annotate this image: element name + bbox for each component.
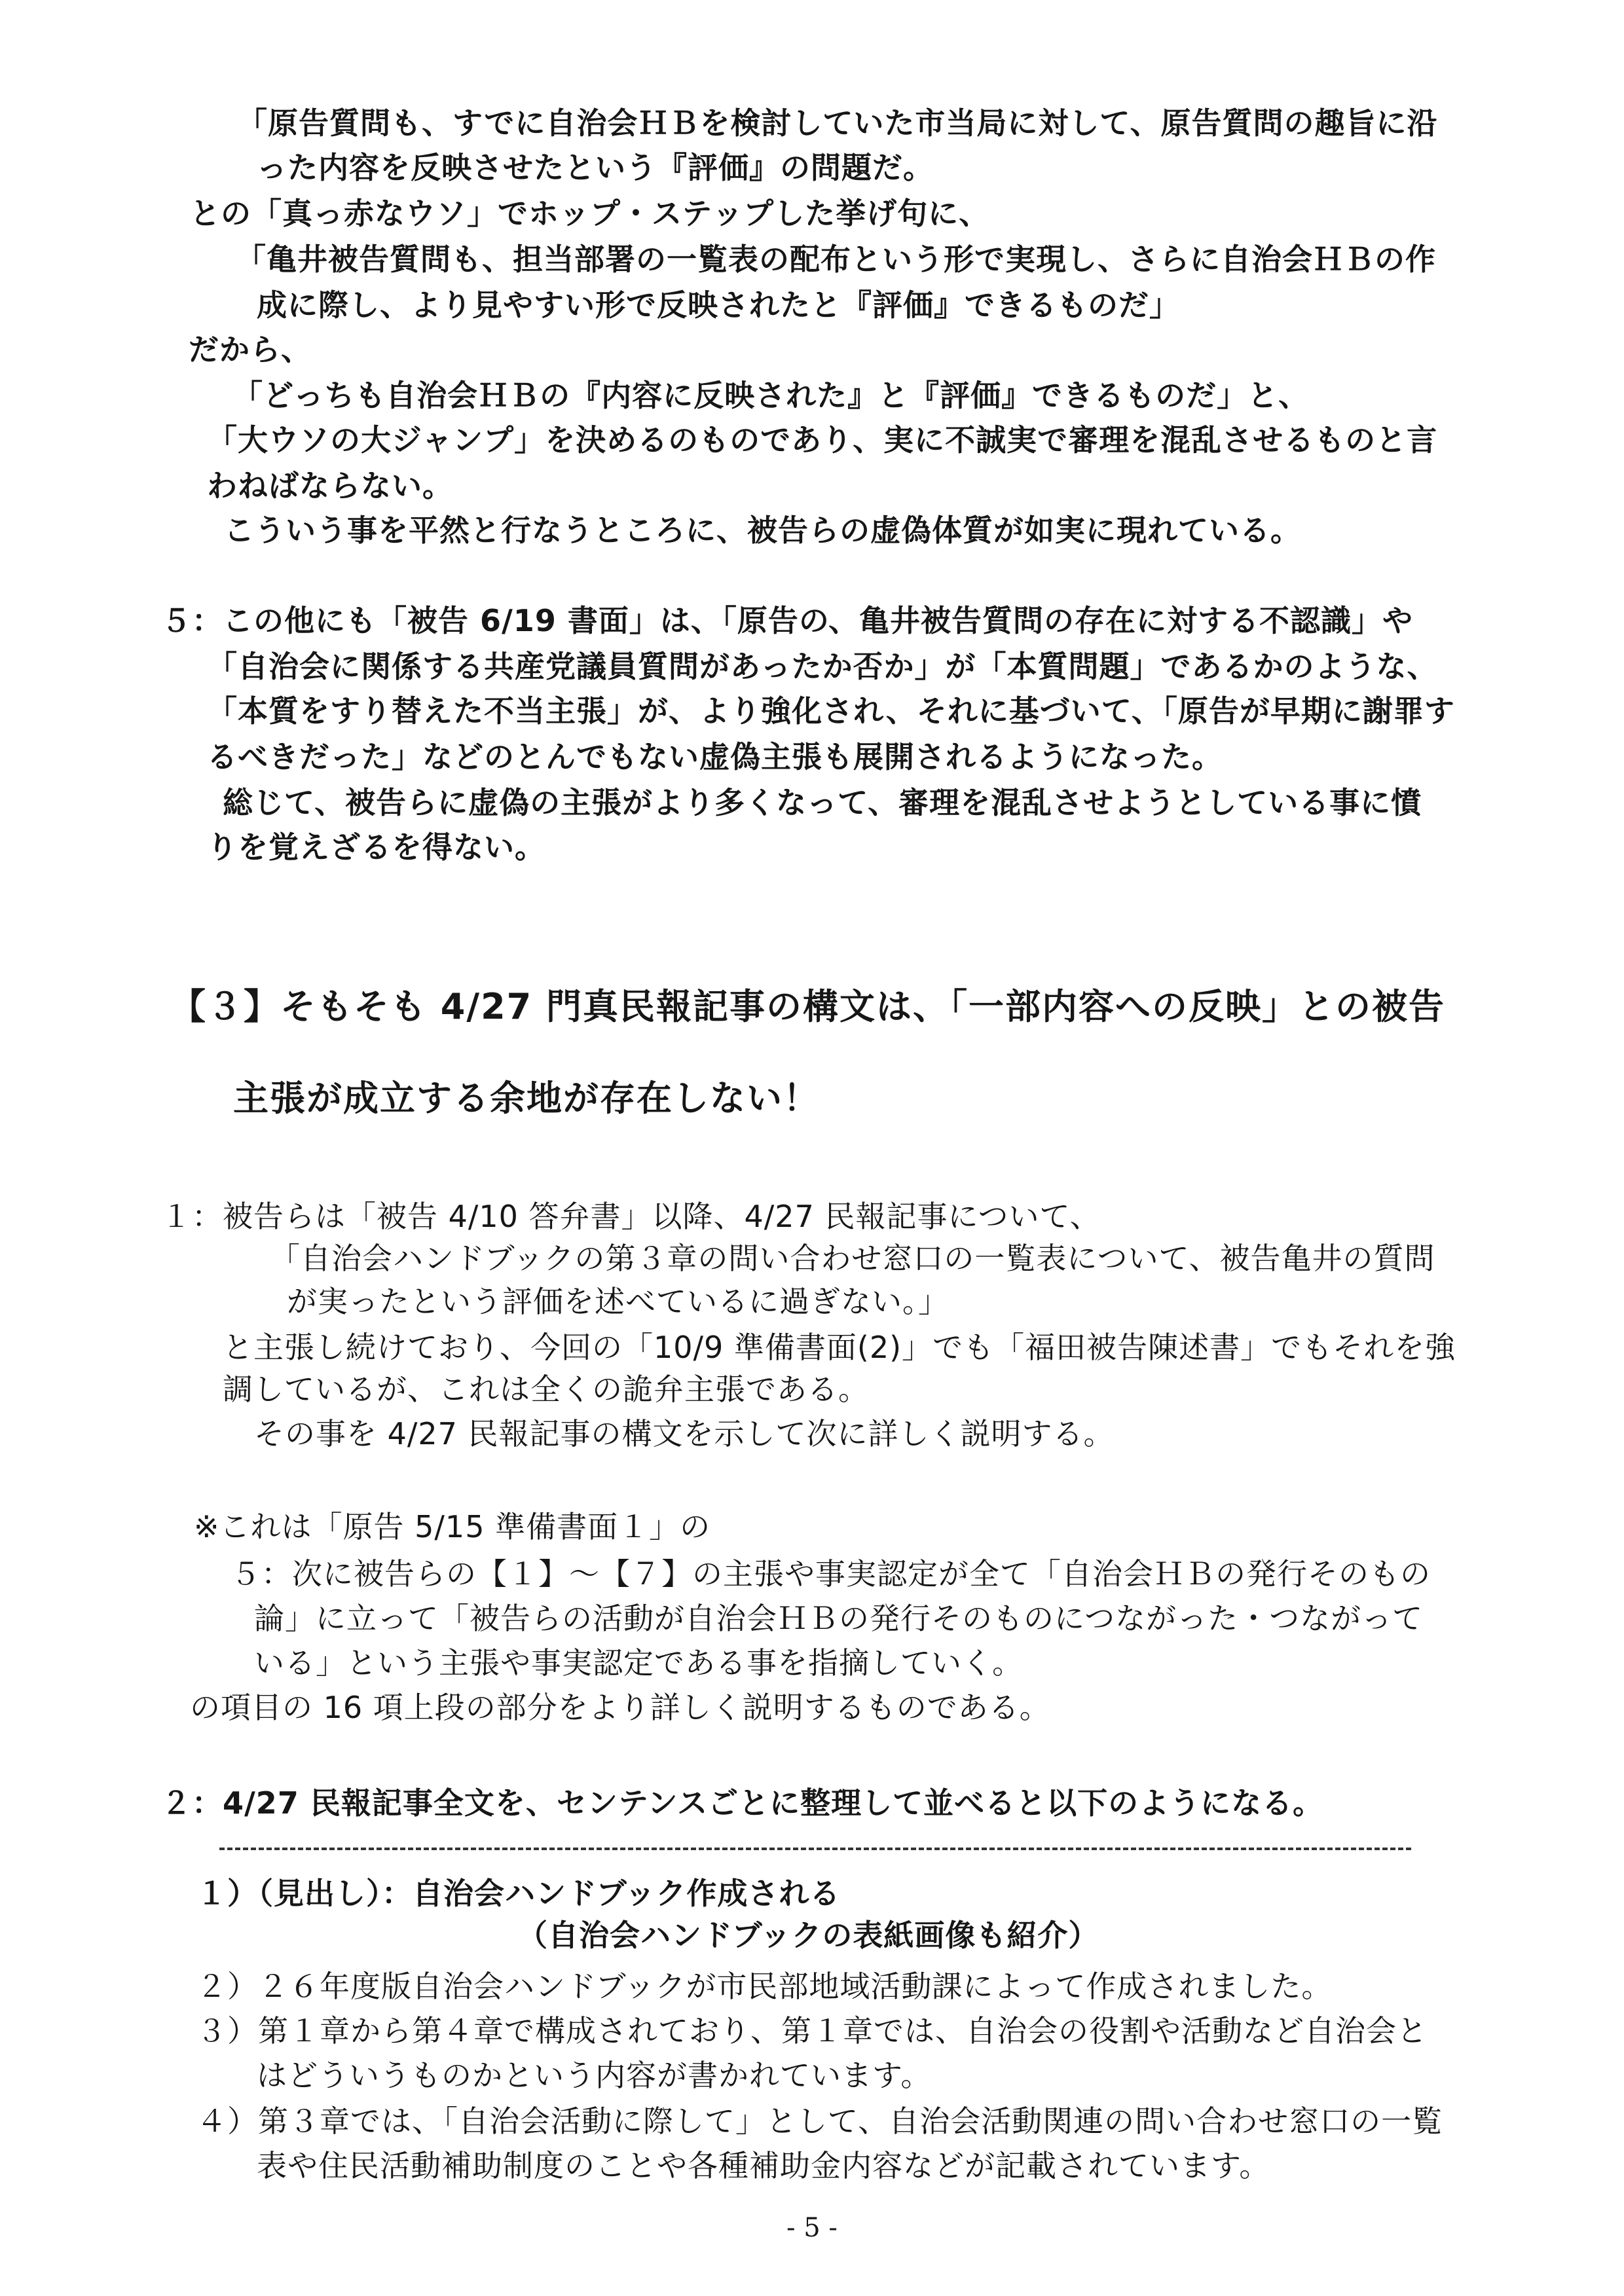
intro-quote-1-line-1: 「原告質問も、すでに自治会ＨＢを検討していた市当局に対して、原告質問の趣旨に沿 (237, 105, 1438, 141)
intro-quote-1-line-2: った内容を反映させたという『評価』の問題だ。 (257, 150, 934, 185)
item5-line-5: 総じて、被告らに虚偽の主張がより多くなって、審理を混乱させようとしている事に憤 (223, 785, 1422, 820)
intro-line-8: 「大ウソの大ジャンプ」を決めるのものであり、実に不誠実で審理を混乱させるものと言 (207, 422, 1438, 458)
item5-line-6: りを覚えざるを得ない。 (207, 829, 545, 865)
sentence-4-line-2: 表や住民活動補助制度のことや各種補助金内容などが記載されています。 (257, 2148, 1270, 2183)
intro-line-3: との「真っ赤なウソ」でホップ・ステップした挙げ句に、 (190, 196, 990, 231)
section-3-heading-line-2: 主張が成立する余地が存在しない！ (233, 1078, 820, 1119)
intro-line-7: 「どっちも自治会ＨＢの『内容に反映された』と『評価』できるものだ」と、 (232, 378, 1310, 413)
intro-line-10: こういう事を平然と行なうところに、被告らの虚偽体質が如実に現れている。 (224, 513, 1301, 548)
s3-item1-line-6: その事を 4/27 民報記事の構文を示して次に詳しく説明する。 (254, 1416, 1115, 1451)
note-line-4: いる」という主張や事実認定である事を指摘していく。 (254, 1645, 1024, 1681)
s3-item1-line-4: と主張し続けており、今回の「10/9 準備書面(2)」でも「福田被告陳述書」でもそれを強 (223, 1330, 1456, 1365)
item5-line-1: ５：この他にも「被告 6/19 書面」は、「原告の、亀井被告質問の存在に対する不認識」や (161, 603, 1414, 638)
item5-line-2: 「自治会に関係する共産党議員質問があったか否か」が「本質問題」であるかのような、 (207, 649, 1438, 684)
s3-item2-heading: ２：4/27 民報記事全文を、センテンスごとに整理して並べると以下のようになる。 (161, 1785, 1324, 1821)
s3-item1-line-1: １：被告らは「被告 4/10 答弁書」以降、4/27 民報記事について、 (161, 1199, 1101, 1234)
note-line-2: ５：次に被告らの【１】～【７】の主張や事実認定が全て「自治会ＨＢの発行そのもの (231, 1556, 1431, 1592)
s3-item1-quote-line-1: 「自治会ハンドブックの第３章の問い合わせ窓口の一覧表について、被告亀井の質問 (270, 1241, 1435, 1276)
intro-quote-2-line-2: 成に際し、より見やすい形で反映されたと『評価』できるものだ」 (257, 287, 1180, 323)
section-3-heading-line-1: 【３】そもそも 4/27 門真民報記事の構文は、「一部内容への反映」との被告 (170, 986, 1446, 1027)
note-line-3: 論」に立って「被告らの活動が自治会ＨＢの発行そのものにつながった・つながって (254, 1601, 1424, 1636)
s3-item1-quote-line-2: が実ったという評価を述べているに過ぎない。」 (287, 1284, 949, 1319)
page-number: - 5 - (786, 2213, 838, 2243)
intro-line-9: わねばならない。 (207, 468, 453, 503)
sentence-4-line-1: ４）第３章では、「自治会活動に際して」として、自治会活動関連の問い合わせ窓口の一覧 (196, 2104, 1443, 2139)
note-line-5: の項目の 16 項上段の部分をより詳しく説明するものである。 (190, 1690, 1050, 1725)
sentence-1-caption: （自治会ハンドブックの表紙画像も紹介） (517, 1918, 1099, 1953)
sentence-1-headline: １）（見出し）：自治会ハンドブック作成される (196, 1876, 841, 1911)
note-line-1: ※これは「原告 5/15 準備書面１」の (194, 1509, 711, 1544)
sentence-3-line-1: ３）第１章から第４章で構成されており、第１章では、自治会の役割や活動など自治会と (196, 2013, 1428, 2049)
sentence-2: ２）２６年度版自治会ハンドブックが市民部地域活動課によって作成されました。 (196, 1969, 1333, 2004)
dashed-divider (219, 1848, 1411, 1850)
s3-item1-line-5: 調しているが、これは全くの詭弁主張である。 (223, 1372, 869, 1407)
item5-line-4: るべきだった」などのとんでもない虚偽主張も展開されるようになった。 (207, 739, 1223, 774)
sentence-3-line-2: はどういうものかという内容が書かれています。 (257, 2058, 932, 2093)
intro-quote-2-line-1: 「亀井被告質問も、担当部署の一覧表の配布という形で実現し、さらに自治会ＨＢの作 (236, 242, 1436, 277)
intro-line-6: だから、 (189, 332, 312, 367)
item5-line-3: 「本質をすり替えた不当主張」が、より強化され、それに基づいて、「原告が早期に謝罪す (207, 693, 1455, 729)
